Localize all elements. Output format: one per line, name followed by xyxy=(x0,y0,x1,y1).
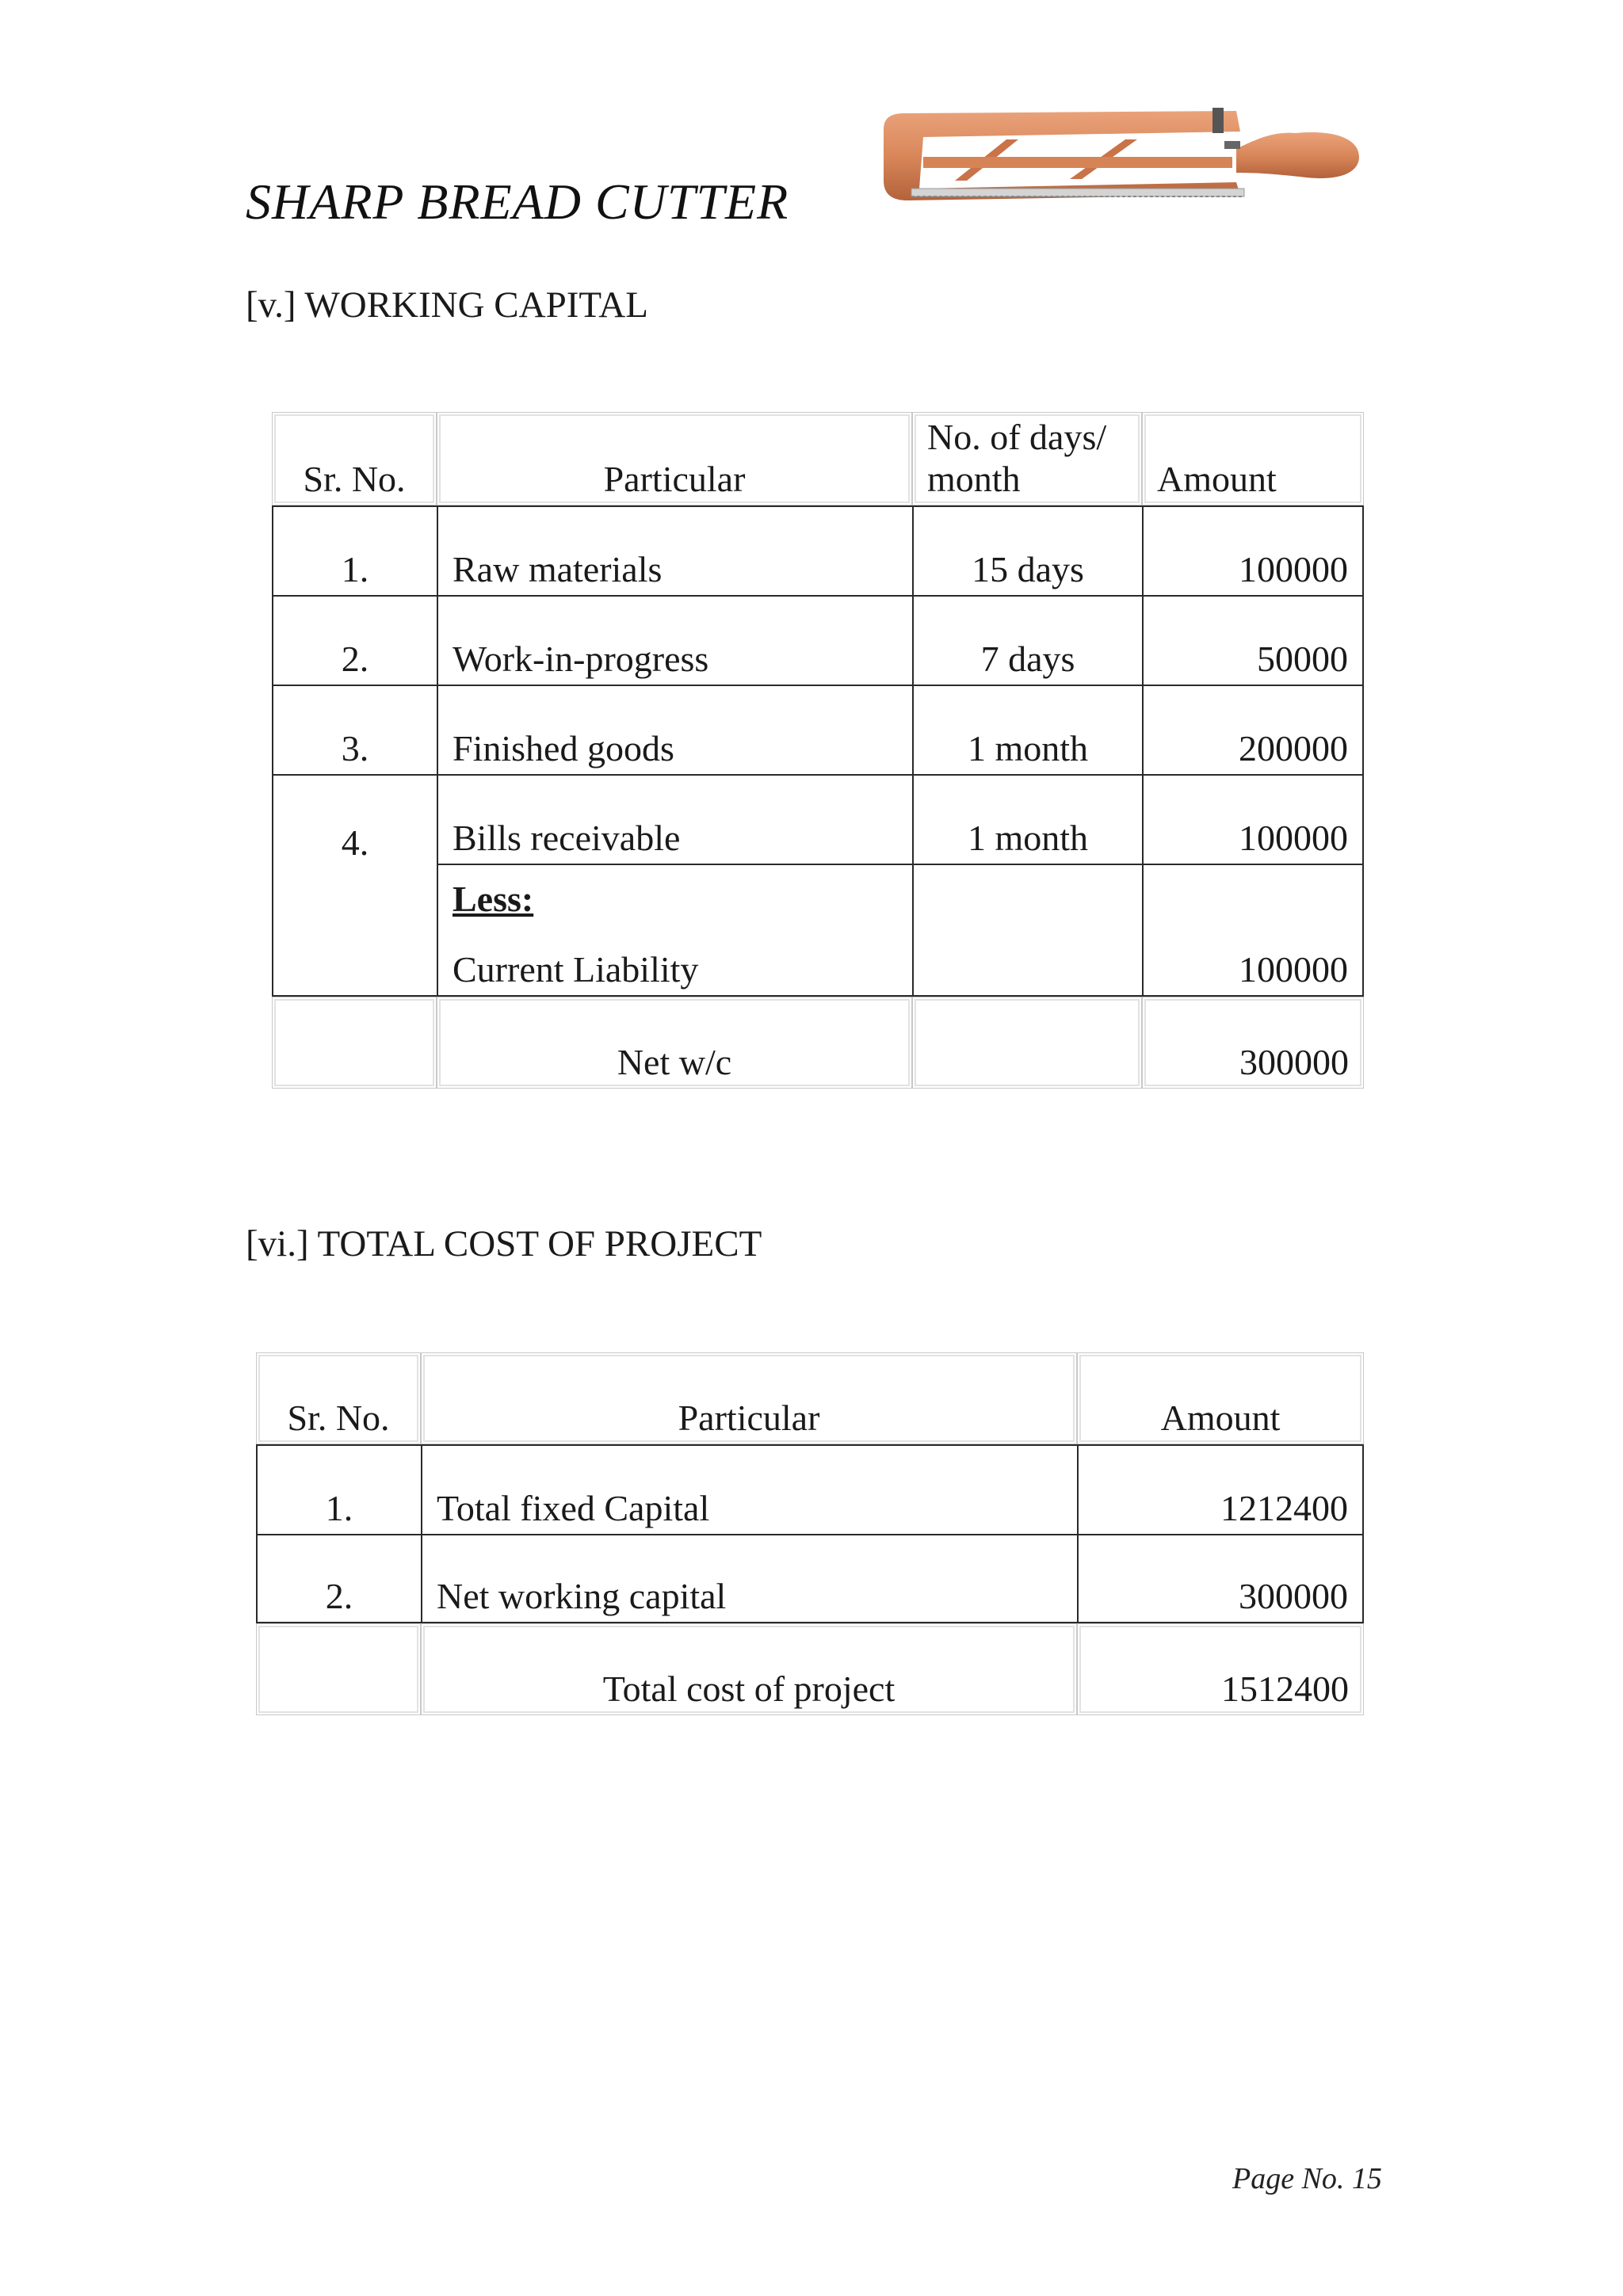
particular-cell: Finished goods xyxy=(437,685,912,774)
page-title: SHARP BREAD CUTTER xyxy=(246,174,789,230)
header-particular: Particular xyxy=(437,412,912,505)
amount-cell: 100000 xyxy=(1142,505,1364,595)
sr-no-text: 4. xyxy=(341,822,369,863)
table-total-row xyxy=(272,997,1364,1089)
particular-cell: Bills receivable xyxy=(437,774,912,864)
less-label: Less: xyxy=(453,879,534,919)
particular-cell: Work-in-progress xyxy=(437,595,912,685)
sr-no-cell xyxy=(272,997,437,1089)
header-particular: Particular xyxy=(421,1352,1077,1444)
header-days-line2: month xyxy=(927,459,1021,499)
working-capital-table xyxy=(272,412,1364,1089)
sr-no-cell: 2. xyxy=(256,1534,421,1623)
header-sr-no: Sr. No. xyxy=(272,412,437,505)
days-cell: 1 month xyxy=(912,685,1142,774)
working-capital-heading: [v.] WORKING CAPITAL xyxy=(246,284,648,326)
table-total-row xyxy=(256,1623,1364,1715)
sr-no-cell: 1. xyxy=(256,1444,421,1534)
days-cell: 7 days xyxy=(912,595,1142,685)
table-row xyxy=(272,774,1364,864)
bread-cutter-image xyxy=(864,93,1371,236)
liability-particular-cell xyxy=(437,864,912,997)
liability-label: Current Liability xyxy=(453,949,699,990)
table-row xyxy=(256,1444,1364,1534)
amount-cell: 200000 xyxy=(1142,685,1364,774)
days-cell xyxy=(912,997,1142,1089)
total-label: Total cost of project xyxy=(421,1623,1077,1715)
sr-no-cell: 2. xyxy=(272,595,437,685)
total-cost-table xyxy=(256,1352,1364,1715)
total-amount: 300000 xyxy=(1142,997,1364,1089)
page-number: Page No. 15 xyxy=(1232,2162,1382,2195)
particular-cell: Total fixed Capital xyxy=(421,1444,1077,1534)
days-cell: 1 month xyxy=(912,774,1142,864)
days-cell xyxy=(912,864,1142,997)
table-row xyxy=(272,595,1364,685)
amount-cell: 100000 xyxy=(1142,774,1364,864)
table-row xyxy=(272,505,1364,595)
total-label: Net w/c xyxy=(437,997,912,1089)
amount-cell: 1212400 xyxy=(1077,1444,1364,1534)
sr-no-cell: 1. xyxy=(272,505,437,595)
total-cost-heading: [vi.] TOTAL COST OF PROJECT xyxy=(246,1223,762,1264)
table-row xyxy=(272,685,1364,774)
header-days xyxy=(912,412,1142,505)
table-header-row xyxy=(272,412,1364,505)
amount-cell: 300000 xyxy=(1077,1534,1364,1623)
days-cell: 15 days xyxy=(912,505,1142,595)
sr-no-cell xyxy=(256,1623,421,1715)
table-row xyxy=(256,1534,1364,1623)
amount-cell: 50000 xyxy=(1142,595,1364,685)
sr-no-cell: 3. xyxy=(272,685,437,774)
header-days-line1: No. of days/ xyxy=(927,417,1107,457)
header-amount: Amount xyxy=(1142,412,1364,505)
table-header-row xyxy=(256,1352,1364,1444)
amount-cell: 100000 xyxy=(1142,864,1364,997)
header-amount: Amount xyxy=(1077,1352,1364,1444)
particular-cell: Net working capital xyxy=(421,1534,1077,1623)
sr-no-cell xyxy=(272,774,437,997)
particular-cell: Raw materials xyxy=(437,505,912,595)
header-sr-no: Sr. No. xyxy=(256,1352,421,1444)
total-amount: 1512400 xyxy=(1077,1623,1364,1715)
